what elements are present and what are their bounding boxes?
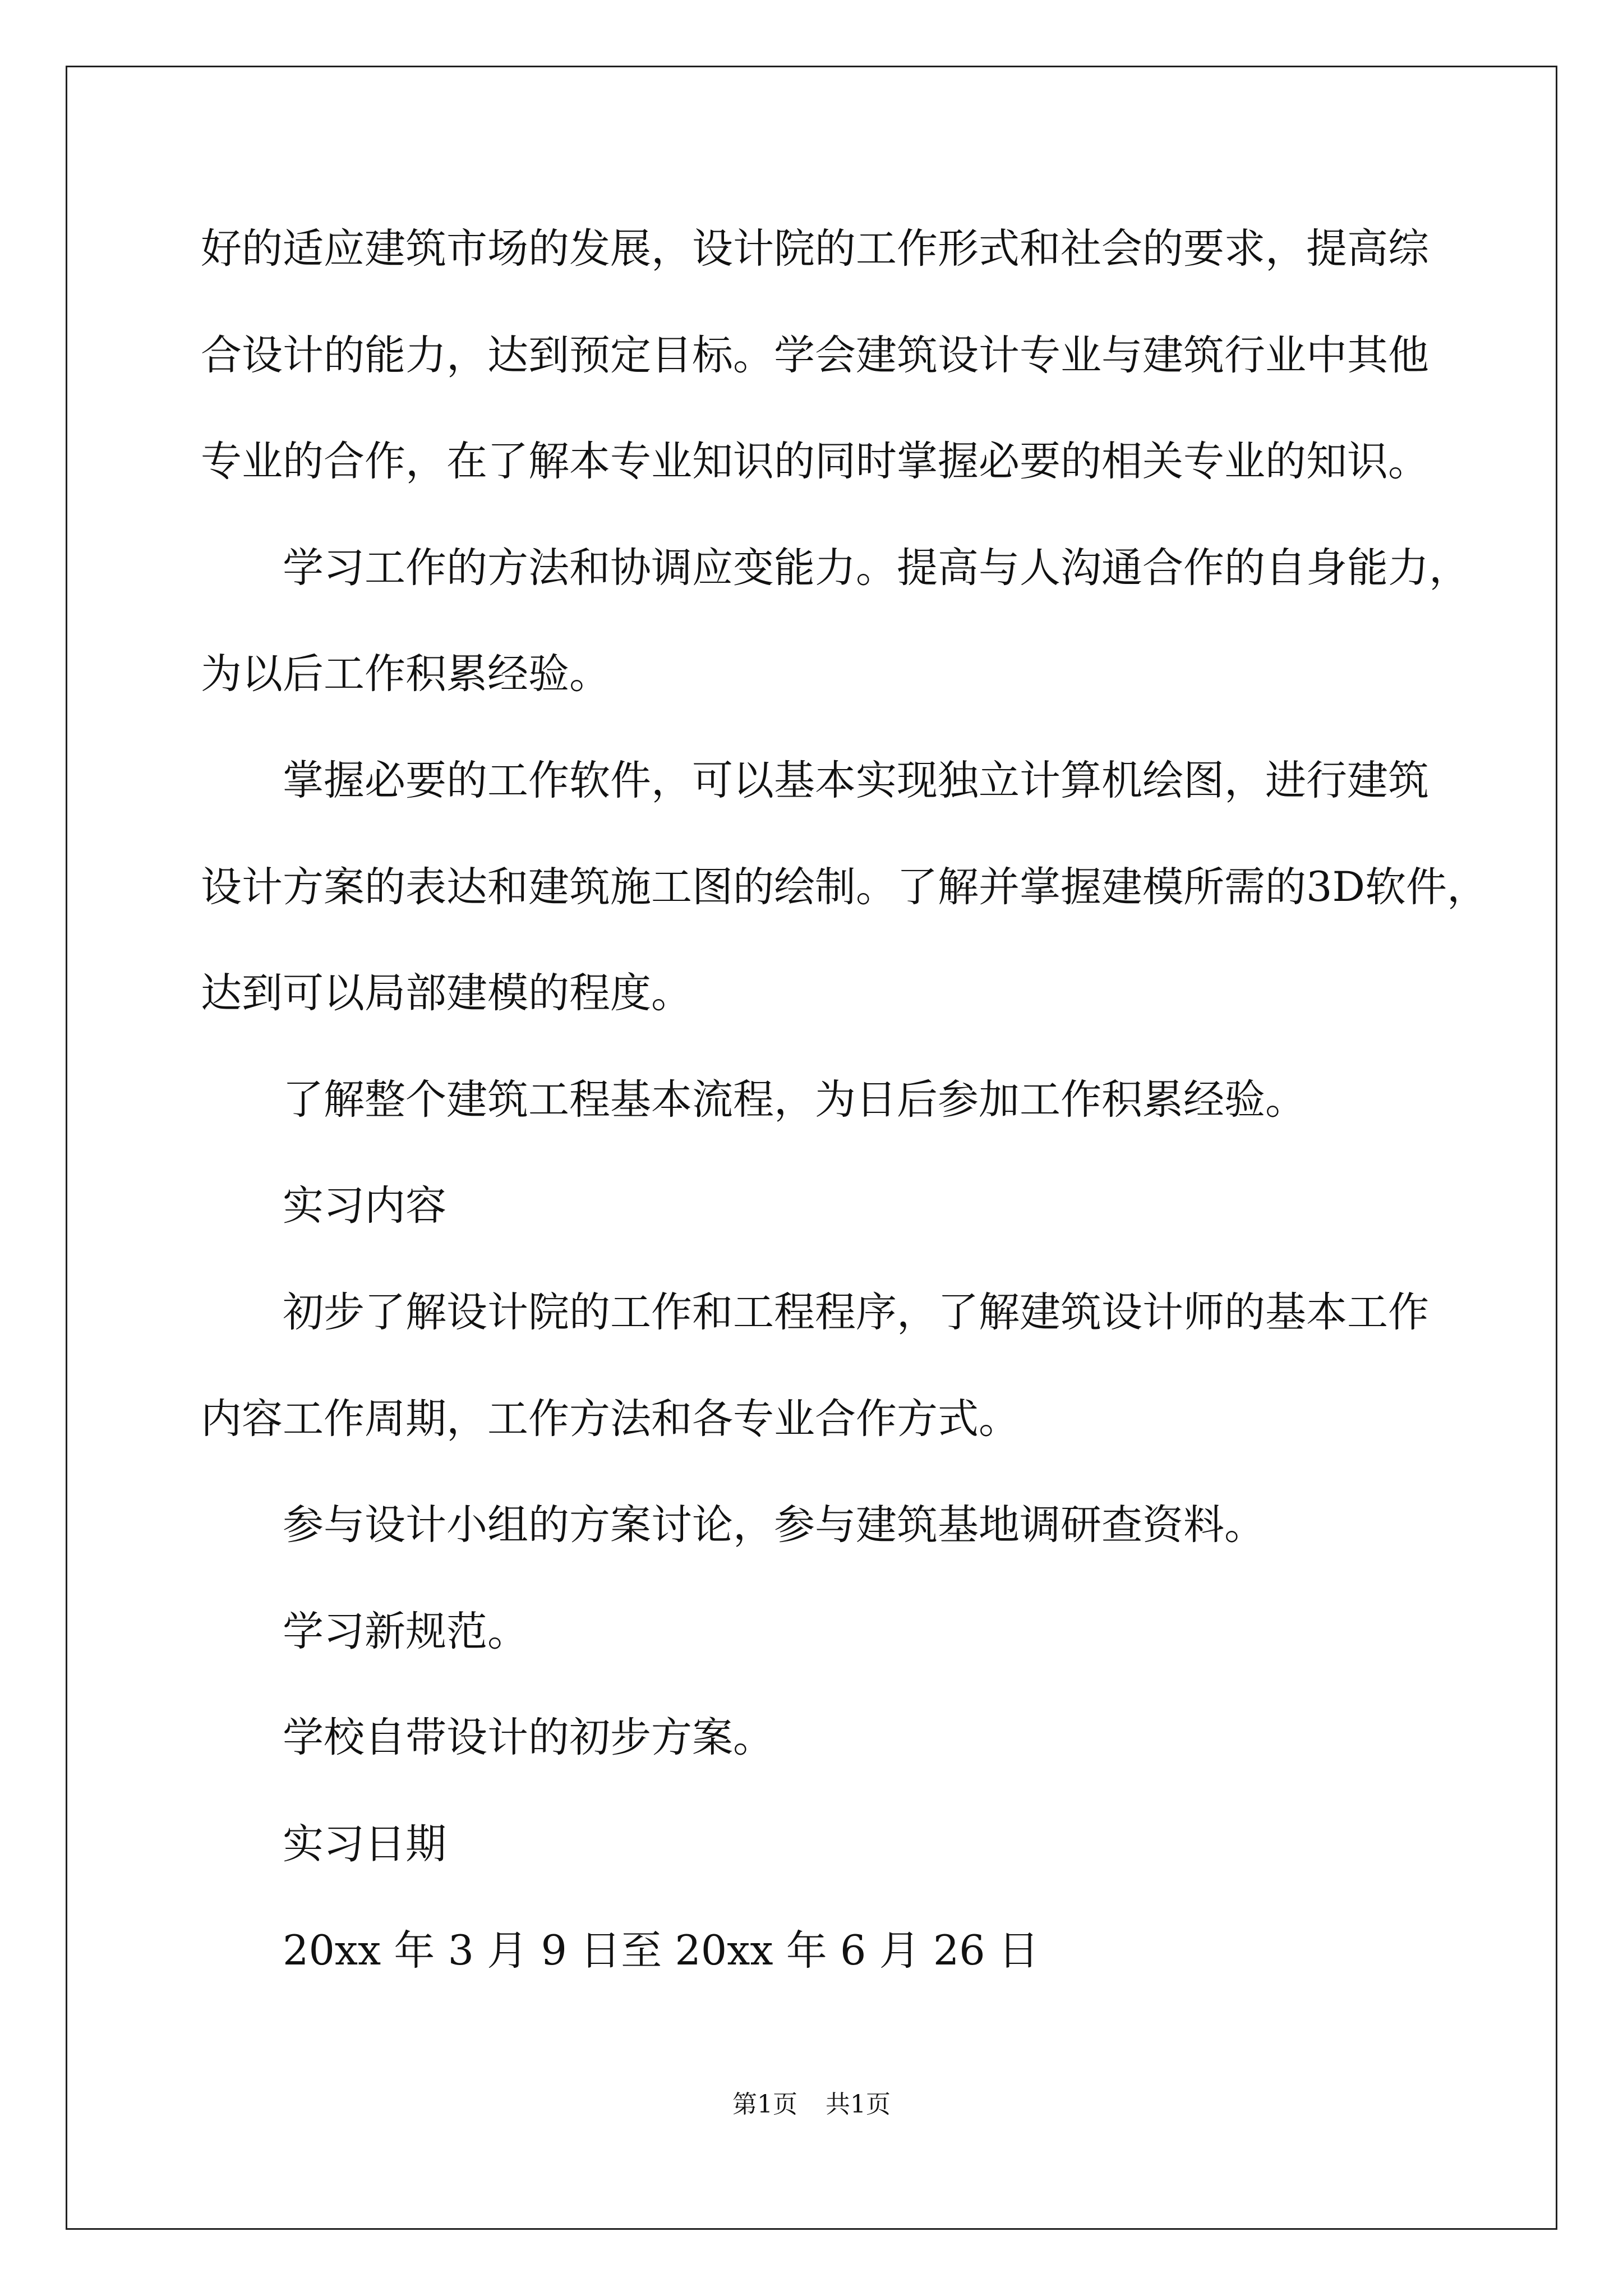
document-body <box>201 196 1491 2004</box>
paragraph-standards <box>201 1579 1491 1685</box>
text-line: 了解整个建筑工程基本流程，为日后参加工作积累经验。 <box>283 1075 1306 1124</box>
paragraph-continuation <box>201 196 1491 515</box>
paragraph-date-range <box>201 1898 1491 2004</box>
section-heading-dates <box>201 1791 1491 1898</box>
text-line: 内容工作周期，工作方法和各专业合作方式。 <box>201 1395 1020 1443</box>
text-line: 学校自带设计的初步方案。 <box>283 1714 774 1762</box>
paragraph-school-design <box>201 1685 1491 1791</box>
text-line: 好的适应建筑市场的发展，设计院的工作形式和社会的要求，提高综 <box>201 225 1429 273</box>
text-line: 掌握必要的工作软件，可以基本实现独立计算机绘图，进行建筑 <box>283 756 1429 804</box>
section-heading: 实习内容 <box>283 1182 446 1230</box>
page-footer <box>0 2088 1623 2122</box>
paragraph-process <box>201 1047 1491 1153</box>
text-line: 为以后工作积累经验。 <box>201 650 610 698</box>
text-line: 学习工作的方法和协调应变能力。提高与人沟通合作的自身能力， <box>283 544 1470 592</box>
page-number: 第1页 <box>732 2090 797 2119</box>
date-range: 20xx 年 3 月 9 日至 20xx 年 6 月 26 日 <box>283 1926 1039 1975</box>
paragraph-software <box>201 728 1491 1047</box>
text-line: 专业的合作，在了解本专业知识的同时掌握必要的相关专业的知识。 <box>201 438 1429 486</box>
paragraph-discussion <box>201 1472 1491 1579</box>
section-heading-content <box>201 1153 1491 1259</box>
text-line: 初步了解设计院的工作和工程程序，了解建筑设计师的基本工作 <box>283 1288 1429 1336</box>
page-total: 共1页 <box>826 2090 891 2119</box>
paragraph-work-methods <box>201 515 1491 728</box>
text-line: 参与设计小组的方案讨论，参与建筑基地调研查资料。 <box>283 1501 1265 1549</box>
section-heading: 实习日期 <box>283 1820 446 1868</box>
paragraph-design-institute <box>201 1259 1491 1472</box>
text-line: 学习新规范。 <box>283 1607 528 1655</box>
text-line: 达到可以局部建模的程度。 <box>201 969 692 1018</box>
text-line: 设计方案的表达和建筑施工图的绘制。了解并掌握建模所需的3D软件， <box>201 863 1488 911</box>
text-line: 合设计的能力，达到预定目标。学会建筑设计专业与建筑行业中其他 <box>201 331 1429 379</box>
